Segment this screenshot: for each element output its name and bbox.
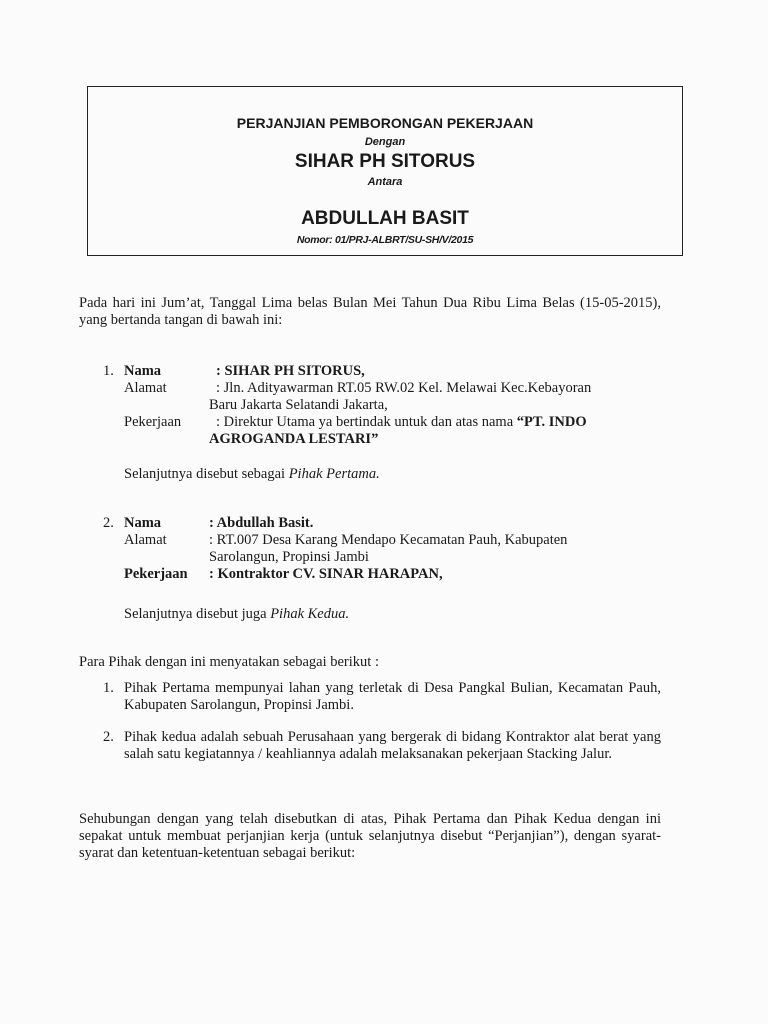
dengan-label: Dengan — [364, 136, 406, 148]
party-two-title: ABDULLAH BASIT — [301, 208, 469, 229]
party-one-selanjutnya: Selanjutnya disebut sebagai — [124, 466, 289, 482]
antara-label: Antara — [367, 176, 403, 188]
party-two-number: 2. — [103, 515, 114, 531]
party-one-company: “PT. INDO — [516, 414, 587, 430]
party-one-designation — [124, 466, 380, 483]
party-two-alamat-cont: Sarolangun, Propinsi Jambi — [209, 549, 369, 565]
party-one-nama: : SIHAR PH SITORUS, — [216, 363, 365, 379]
party-two-pekerjaan-label: Pekerjaan — [124, 566, 188, 582]
party-one-alamat: : Jln. Adityawarman RT.05 RW.02 Kel. Melawai Kec.Kebayoran — [216, 380, 592, 396]
document-number: Nomor: 01/PRJ-ALBRT/SU-SH/V/2015 — [296, 234, 474, 246]
closing-paragraph: Sehubungan dengan yang telah disebutkan di atas, Pihak Pertama dan Pihak Kedua dengan ini sepakat untuk membuat perjanjian kerja (untuk selanjutnya disebut “Perjanjian”), dengan syarat-syarat dan ketentuan-ketentuan sebagai berikut: — [79, 811, 661, 861]
statement-text: Pihak Pertama mempunyai lahan yang terletak di Desa Pangkal Bulian, Kecamatan Pauh, Kabupaten Sarolangun, Propinsi Jambi. — [124, 680, 661, 713]
statement-text: Pihak kedua adalah sebuah Perusahaan yang bergerak di bidang Kontraktor alat berat yang salah satu kegiatannya / keahliannya adalah melaksanakan pekerjaan Stacking Jalur. — [124, 729, 661, 762]
intro-paragraph: Pada hari ini Jum’at, Tanggal Lima belas Bulan Mei Tahun Dua Ribu Lima Belas (15-05-2015), yang bertanda tangan di bawah ini: — [79, 295, 661, 328]
party-two-nama-label: Nama — [124, 515, 162, 531]
party-two-role: Pihak Kedua. — [270, 606, 350, 622]
party-one-nama-label: Nama — [124, 363, 162, 379]
statement-number: 2. — [103, 729, 114, 745]
party-one-pekerjaan: : Direktur Utama ya bertindak untuk dan atas nama — [216, 414, 517, 430]
party-two-designation — [124, 606, 349, 623]
party-one-role: Pihak Pertama. — [288, 466, 380, 482]
document-title: PERJANJIAN PEMBORONGAN PEKERJAAN — [236, 115, 534, 131]
party-two-alamat-label: Alamat — [124, 532, 167, 548]
party-two-pekerjaan: : Kontraktor CV. SINAR HARAPAN, — [209, 566, 443, 582]
party-two-selanjutnya: Selanjutnya disebut juga — [124, 606, 271, 622]
party-two-nama: : Abdullah Basit. — [209, 515, 314, 531]
statement-intro: Para Pihak dengan ini menyatakan sebagai berikut : — [79, 654, 379, 670]
party-two-alamat: : RT.007 Desa Karang Mendapo Kecamatan Pauh, Kabupaten — [209, 532, 568, 548]
party-one-title: SIHAR PH SITORUS — [294, 151, 476, 172]
party-one-pekerjaan-line — [216, 414, 587, 431]
party-one-alamat-cont: Baru Jakarta Selatandi Jakarta, — [209, 397, 388, 413]
party-one-pekerjaan-label: Pekerjaan — [124, 414, 182, 430]
party-one-alamat-label: Alamat — [124, 380, 167, 396]
party-one-company-cont: AGROGANDA LESTARI” — [209, 431, 379, 447]
statement-number: 1. — [103, 680, 114, 696]
party-one-number: 1. — [103, 363, 114, 379]
